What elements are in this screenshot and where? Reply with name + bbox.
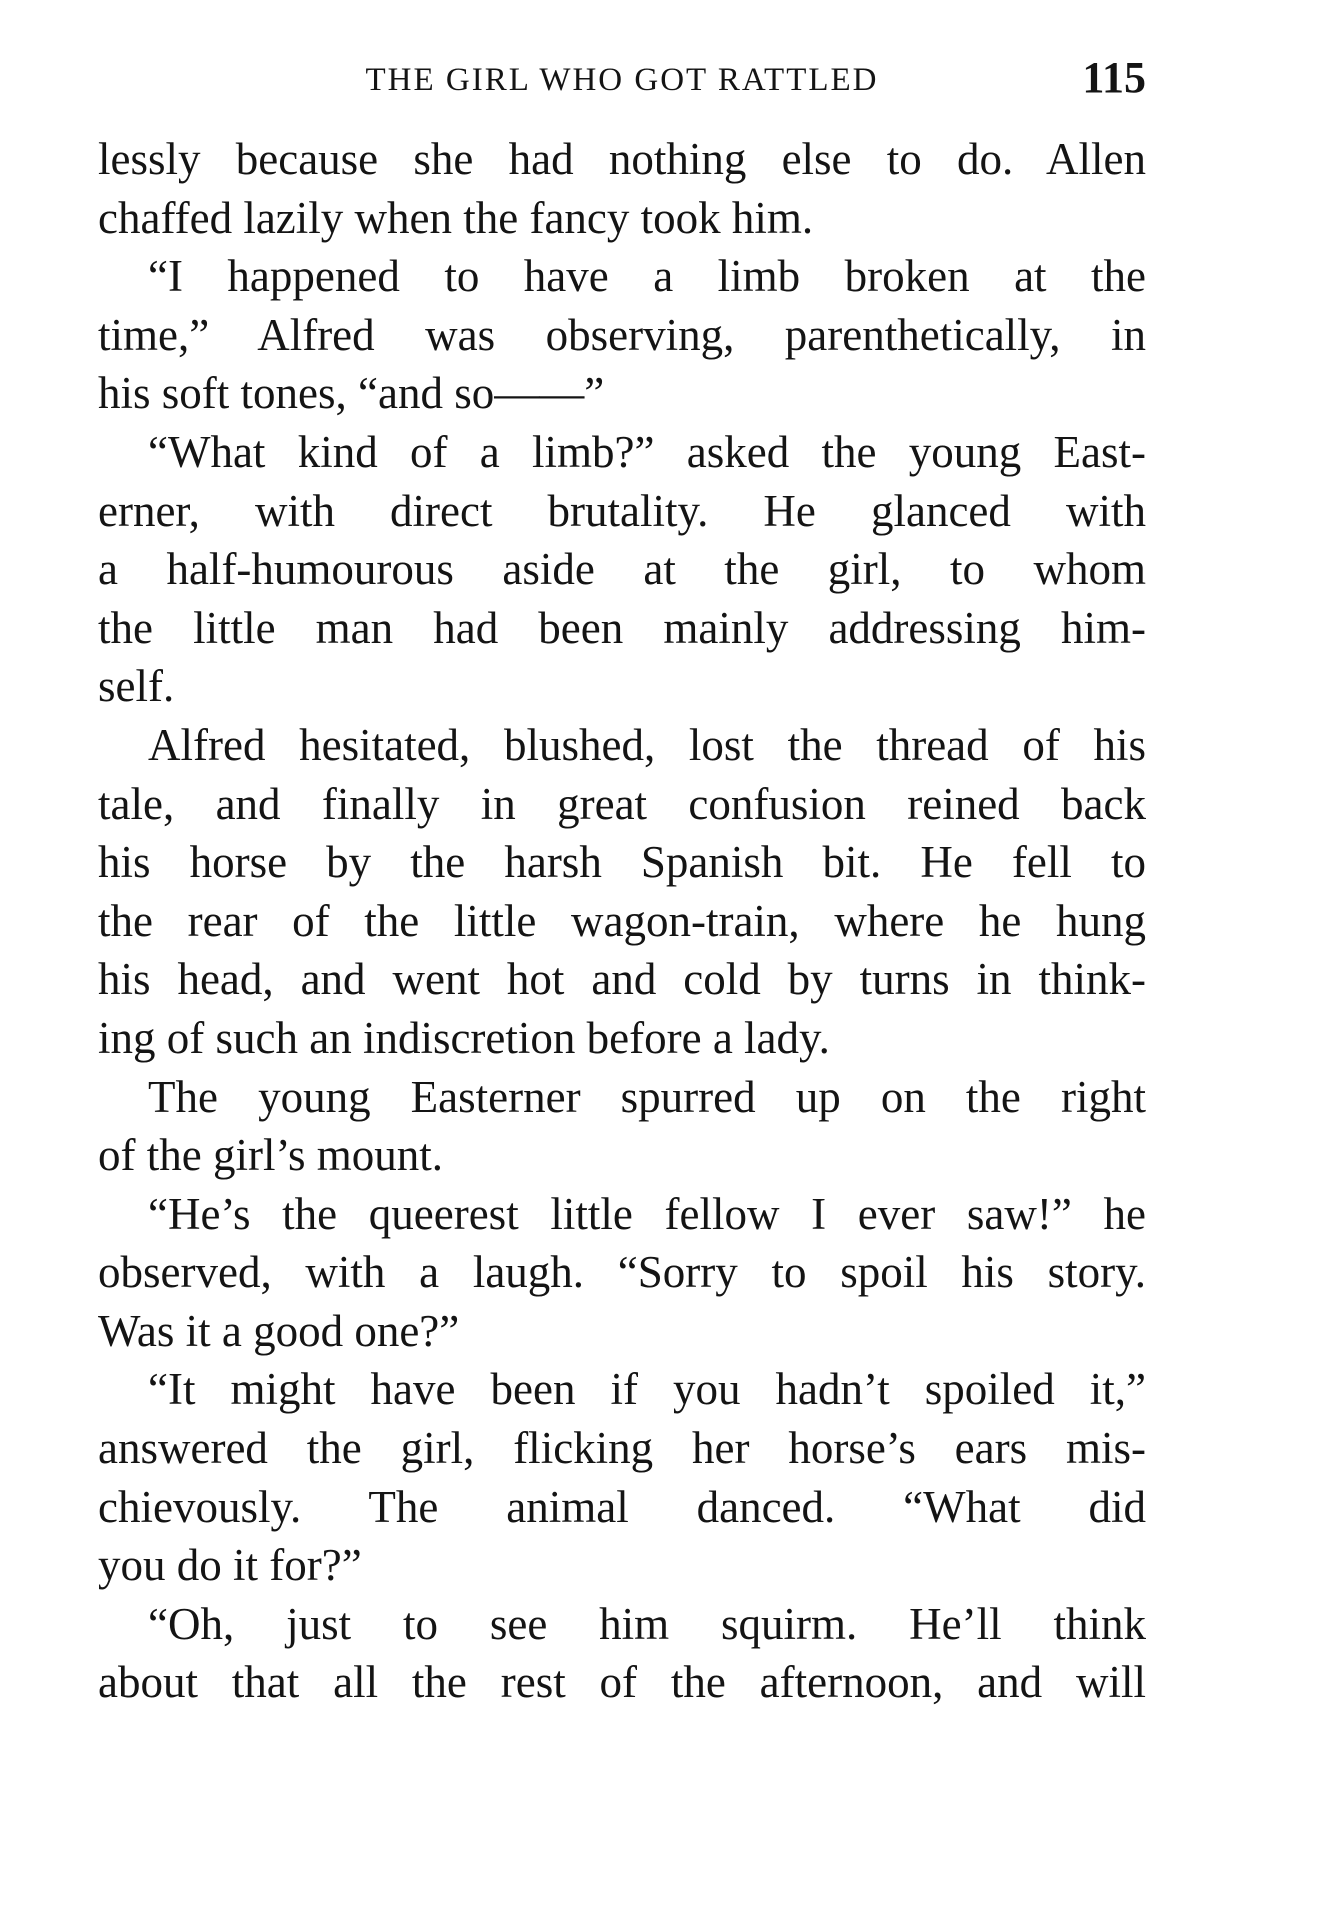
text-line: the little man had been mainly addressing him- [98, 602, 1146, 653]
text-line: of the girl’s mount. [98, 1130, 443, 1181]
text-line: Alfred hesitated, blushed, lost the thread of his [148, 719, 1146, 770]
text-line: chaffed lazily when the fancy took him. [98, 192, 814, 243]
text-line: his soft tones, “and so——” [98, 368, 605, 419]
text-line: a half-humourous aside at the girl, to whom [98, 544, 1146, 595]
text-line: “Oh, just to see him squirm. He’ll think [148, 1598, 1146, 1649]
text-line: self. [98, 661, 175, 712]
running-head [98, 52, 1146, 112]
text-line: chievously. The animal danced. “What did [98, 1481, 1146, 1532]
text-line: “He’s the queerest little fellow I ever saw!” he [148, 1188, 1146, 1239]
text-line: tale, and finally in great confusion reined back [98, 778, 1146, 829]
body-text [98, 130, 1146, 1712]
text-line: lessly because she had nothing else to do. Allen [98, 134, 1146, 184]
text-line: “I happened to have a limb broken at the [148, 251, 1146, 302]
text-line: his head, and went hot and cold by turns in think- [98, 954, 1146, 1005]
text-line: answered the girl, flicking her horse’s ears mis- [98, 1423, 1146, 1474]
text-line: about that all the rest of the afternoon, and will [98, 1657, 1146, 1708]
text-line: time,” Alfred was observing, parenthetically, in [98, 309, 1146, 360]
text-line: the rear of the little wagon-train, where he hung [98, 895, 1146, 946]
text-line: Was it a good one?” [98, 1305, 460, 1356]
running-title: THE GIRL WHO GOT RATTLED [365, 62, 879, 98]
text-line: erner, with direct brutality. He glanced with [98, 485, 1146, 536]
text-line: his horse by the harsh Spanish bit. He fell to [98, 837, 1146, 888]
text-line: you do it for?” [98, 1540, 362, 1591]
text-line: “What kind of a limb?” asked the young East- [148, 426, 1146, 477]
page-number: 115 [1082, 53, 1146, 102]
text-line: observed, with a laugh. “Sorry to spoil his story. [98, 1247, 1146, 1298]
text-line: “It might have been if you hadn’t spoiled it,” [148, 1364, 1146, 1415]
text-line: ing of such an indiscretion before a lady. [98, 1012, 830, 1063]
text-line: The young Easterner spurred up on the right [148, 1071, 1146, 1122]
